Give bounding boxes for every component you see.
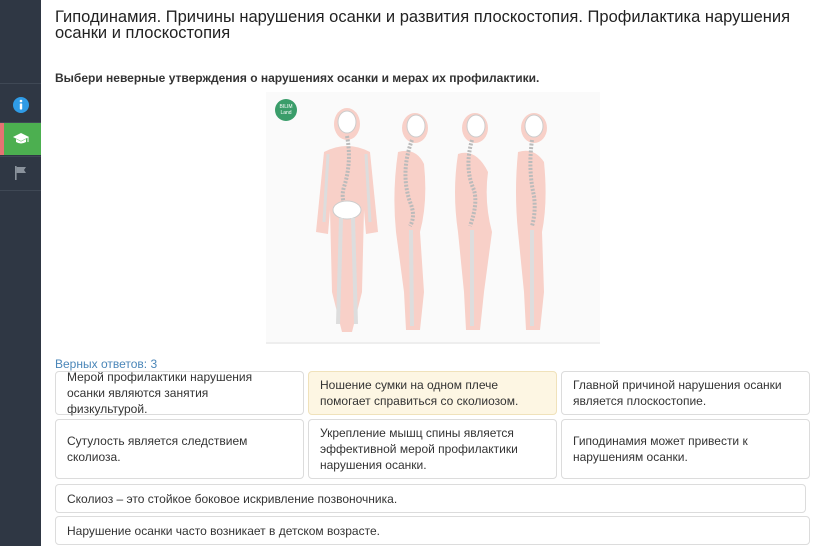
answer-option-8[interactable] xyxy=(55,516,810,545)
answer-option-text: Укрепление мышц спины является эффективной мерой профилактики нарушения осанки. xyxy=(320,426,518,472)
skeleton-illustration xyxy=(266,92,600,342)
answer-option-6[interactable] xyxy=(561,419,810,479)
info-icon xyxy=(12,96,30,114)
answer-option-1[interactable] xyxy=(55,371,304,415)
answer-option-3[interactable] xyxy=(561,371,810,415)
page-title: Гиподинамия. Причины нарушения осанки и развития плоскостопия. Профилактика нарушения осанки и плоскостопия xyxy=(55,8,791,42)
answer-option-text: Мерой профилактики нарушения осанки являются занятия физкультурой. xyxy=(67,370,253,416)
skeleton-front xyxy=(316,108,378,332)
main-content xyxy=(41,0,824,546)
bilimland-logo: BILIM Land xyxy=(275,99,297,121)
sidebar-divider xyxy=(0,83,41,84)
answer-option-text: Сколиоз – это стойкое боковое искривление позвоночника. xyxy=(67,491,398,506)
answer-option-5[interactable] xyxy=(308,419,557,479)
graduation-cap-icon xyxy=(12,132,30,146)
question-text: Выбери неверные утверждения о нарушениях осанки и мерах их профилактики. xyxy=(55,71,540,85)
sidebar-item-flag[interactable] xyxy=(0,157,41,189)
posture-illustration xyxy=(266,92,600,344)
sidebar-divider xyxy=(0,190,41,191)
skeleton-side-1 xyxy=(394,113,428,330)
answer-option-text: Сутулость является следствием сколиоза. xyxy=(67,434,248,464)
flag-icon xyxy=(14,165,28,181)
correct-answers-count: Верных ответов: 3 xyxy=(55,357,158,371)
skeleton-side-2 xyxy=(455,113,492,330)
answer-option-text: Главной причиной нарушения осанки является плоскостопие. xyxy=(573,378,782,408)
sidebar-item-info[interactable] xyxy=(0,89,41,121)
answer-option-text: Гиподинамия может привести к нарушениям осанки. xyxy=(573,434,748,464)
sidebar-item-lesson[interactable] xyxy=(0,123,41,155)
skeleton-side-3 xyxy=(516,113,547,330)
answer-option-4[interactable] xyxy=(55,419,304,479)
answer-option-2[interactable] xyxy=(308,371,557,415)
answer-option-text: Нарушение осанки часто возникает в детском возрасте. xyxy=(67,523,380,538)
answer-option-text: Ношение сумки на одном плече помогает справиться со сколиозом. xyxy=(320,378,519,408)
answer-option-7[interactable] xyxy=(55,484,806,513)
sidebar xyxy=(0,0,41,546)
